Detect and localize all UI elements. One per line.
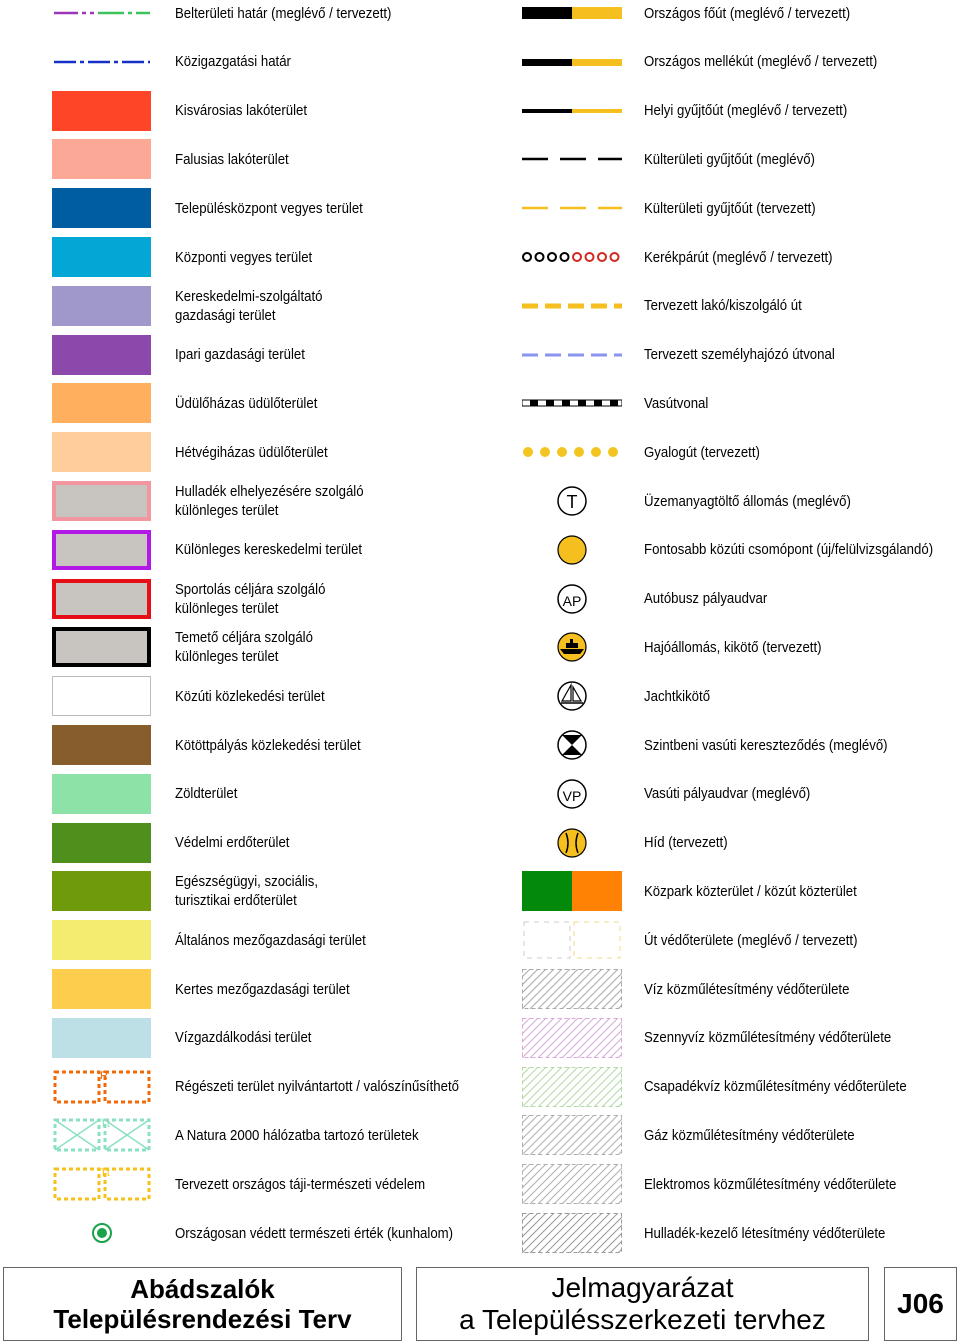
legend-label-line: Szennyvíz közműlétesítmény védőterülete <box>644 1029 892 1047</box>
national-secondary-road-line <box>522 42 622 82</box>
left-legend-row <box>0 39 480 88</box>
left-legend-row <box>0 1064 480 1113</box>
right-legend-row <box>480 185 960 234</box>
left-legend-row <box>0 722 480 771</box>
legend-label <box>175 185 363 231</box>
hatch-swatch <box>522 1115 622 1155</box>
left-legend-row <box>0 966 480 1015</box>
color-swatch <box>52 139 151 179</box>
right-legend-row <box>480 576 960 625</box>
right-legend-row <box>480 820 960 869</box>
symbol-mark: VP <box>562 787 582 804</box>
legend-label <box>644 771 810 817</box>
legend-label-line: Külterületi gyűjtőút (meglévő) <box>644 150 815 168</box>
archaeology-pattern <box>52 1067 151 1107</box>
legend-label <box>175 136 289 182</box>
boundary-line-purple-green <box>52 0 151 33</box>
legend-label-line: Falusias lakóterület <box>175 150 289 168</box>
left-legend-row <box>0 868 480 917</box>
legend-label <box>175 1064 459 1110</box>
legend-label-line: Sportolás céljára szolgáló <box>175 580 326 598</box>
legend-label-line: Védelmi erdőterület <box>175 834 290 852</box>
pattern-mark: Tt <box>100 1118 110 1131</box>
color-swatch <box>52 237 151 277</box>
legend-label-line: A Natura 2000 hálózatba tartozó területek <box>175 1126 419 1144</box>
service-road-dashed-line <box>522 286 622 326</box>
legend-label-line: Országos főút (meglévő / tervezett) <box>644 4 851 22</box>
railway-station-icon <box>522 774 622 814</box>
left-legend-row <box>0 1112 480 1161</box>
legend-label <box>644 1210 885 1256</box>
right-legend-row <box>480 1112 960 1161</box>
legend-label <box>644 429 760 475</box>
pattern-mark: Tt <box>100 1167 110 1180</box>
legend-label <box>175 283 322 329</box>
legend-label <box>175 624 313 670</box>
left-legend-row <box>0 332 480 381</box>
right-legend-row <box>480 722 960 771</box>
legend-label-line: Tervezett országos táji-természeti védelem <box>175 1175 426 1193</box>
right-legend-row <box>480 527 960 576</box>
legend-label-line: Egészségügyi, szociális, <box>175 873 319 891</box>
color-swatch <box>52 286 151 326</box>
right-legend-row <box>480 283 960 332</box>
legend-label-line: Tervezett személyhajózó útvonal <box>644 346 835 364</box>
outer-collector-road-existing-line <box>522 139 622 179</box>
color-swatch <box>52 383 151 423</box>
legend-label-line: Kötöttpályás közlekedési terület <box>175 736 361 754</box>
legend-label <box>175 1015 311 1061</box>
legend-label <box>175 917 366 963</box>
right-legend-row <box>480 380 960 429</box>
legend-label <box>175 429 328 475</box>
color-swatch <box>52 91 151 131</box>
legend-label <box>644 136 815 182</box>
symbol-mark: T <box>566 492 578 512</box>
right-legend-row <box>480 868 960 917</box>
outer-collector-road-planned-line <box>522 188 622 228</box>
color-swatch <box>52 432 151 472</box>
right-legend-row <box>480 771 960 820</box>
legend-label-line: Elektromos közműlétesítmény védőterülete <box>644 1175 897 1193</box>
color-swatch <box>52 774 151 814</box>
hatch-swatch <box>522 1213 622 1253</box>
legend-label <box>644 332 835 378</box>
color-swatch <box>52 1018 151 1058</box>
right-legend-row <box>480 673 960 722</box>
legend-label <box>644 527 933 573</box>
level-crossing-icon <box>522 725 622 765</box>
natura-2000-pattern <box>52 1115 151 1155</box>
right-legend-row <box>480 88 960 137</box>
hatch-swatch <box>522 1067 622 1107</box>
legend-label <box>644 576 767 622</box>
legend-label-line: Külterületi gyűjtőút (tervezett) <box>644 199 816 217</box>
local-collector-road-line <box>522 91 622 131</box>
legend-label-line: Híd (tervezett) <box>644 834 728 852</box>
legend-label <box>175 576 325 622</box>
footer-project-title <box>3 1267 402 1341</box>
legend-label <box>175 722 361 768</box>
right-legend-row <box>480 1161 960 1210</box>
color-swatch <box>52 481 151 521</box>
bridge-icon <box>522 823 622 863</box>
right-legend-row <box>480 234 960 283</box>
legend-label-line: Vasúti pályaudvar (meglévő) <box>644 785 811 803</box>
left-legend-row <box>0 576 480 625</box>
legend-label <box>175 1210 453 1256</box>
legend-label-line: Közpark közterület / közút közterület <box>644 882 857 900</box>
right-legend-row <box>480 1210 960 1259</box>
legend-label-line: Vízgazdálkodási terület <box>175 1029 312 1047</box>
hatch-swatch <box>522 1018 622 1058</box>
color-swatch <box>52 335 151 375</box>
kurgan-dot-icon <box>52 1213 151 1253</box>
national-main-road-line <box>522 0 622 33</box>
legend-label <box>175 673 325 719</box>
legend-label-line: Országos mellékút (meglévő / tervezett) <box>644 53 878 71</box>
color-swatch <box>52 920 151 960</box>
left-legend-row <box>0 673 480 722</box>
legend-label <box>175 1161 425 1207</box>
legend-label-line: különleges terület <box>175 648 279 666</box>
legend-label-line: Autóbusz pályaudvar <box>644 590 768 608</box>
left-legend-row <box>0 136 480 185</box>
right-legend-row <box>480 429 960 478</box>
right-legend-row <box>480 136 960 185</box>
left-legend-row <box>0 917 480 966</box>
legend-label <box>644 380 708 426</box>
legend-label-line: Településközpont vegyes terület <box>175 199 363 217</box>
legend-label-line: Tervezett lakó/kiszolgáló út <box>644 297 802 315</box>
legend-label-line: Közigazgatási határ <box>175 53 291 71</box>
legend-label <box>175 478 364 524</box>
legend-label <box>175 88 307 134</box>
legend-label-line: Szintbeni vasúti kereszteződés (meglévő) <box>644 736 888 754</box>
footer-sheet-title <box>416 1267 869 1341</box>
legend-label-line: Ipari gazdasági terület <box>175 346 305 364</box>
legend-label <box>644 673 710 719</box>
right-legend-row <box>480 1015 960 1064</box>
hatch-swatch <box>522 969 622 1009</box>
left-legend-row <box>0 624 480 673</box>
right-legend-row <box>480 966 960 1015</box>
legend-label <box>175 820 289 866</box>
left-legend-row <box>0 283 480 332</box>
legend-label <box>644 478 851 524</box>
legend-label-line: Hétvégiházas üdülőterület <box>175 443 328 461</box>
ship-station-icon <box>522 627 622 667</box>
public-space-swatch <box>522 871 622 911</box>
symbol-mark: AP <box>562 592 582 609</box>
legend-label-line: Jachtkikötő <box>644 687 711 705</box>
legend-label <box>644 283 802 329</box>
bus-station-icon <box>522 579 622 619</box>
footer-code: J06 <box>897 1288 944 1319</box>
footer-subtitle-line1: Jelmagyarázat <box>551 1272 734 1303</box>
legend-label-line: Gáz közműlétesítmény védőterülete <box>644 1126 855 1144</box>
legend-label <box>175 966 350 1012</box>
left-legend-row <box>0 185 480 234</box>
pattern-mark: R <box>100 1069 108 1082</box>
legend-label <box>644 624 822 670</box>
legend-label <box>175 39 291 85</box>
legend-label <box>644 1161 896 1207</box>
left-legend-row <box>0 429 480 478</box>
right-legend-row <box>480 39 960 88</box>
legend-label <box>644 0 850 36</box>
right-legend-row <box>480 332 960 381</box>
legend-label-line: különleges terület <box>175 502 279 519</box>
color-swatch <box>52 188 151 228</box>
color-swatch <box>52 627 151 667</box>
color-swatch <box>52 871 151 911</box>
footer-subtitle-line2: a Településszerkezeti tervhez <box>459 1304 826 1335</box>
legend-label-line: Gyalogút (tervezett) <box>644 443 760 461</box>
color-swatch <box>52 969 151 1009</box>
legend-label-line: Belterületi határ (meglévő / tervezett) <box>175 4 392 22</box>
color-swatch <box>52 676 151 716</box>
left-legend-row <box>0 820 480 869</box>
legend-label-line: Hulladék elhelyezésére szolgáló <box>175 483 364 500</box>
color-swatch <box>52 823 151 863</box>
yacht-harbour-icon <box>522 676 622 716</box>
footer-sheet-code <box>884 1267 957 1341</box>
left-legend-row <box>0 0 480 39</box>
legend-label <box>644 88 847 134</box>
road-protection-zone-swatch <box>522 920 622 960</box>
legend-label-line: Kerékpárút (meglévő / tervezett) <box>644 248 833 266</box>
legend-label <box>644 1064 907 1110</box>
legend-label-line: Temető céljára szolgáló <box>175 629 313 647</box>
legend-label <box>644 1112 855 1158</box>
legend-label-line: Üdülőházas üdülőterület <box>175 394 318 412</box>
bicycle-path-circles <box>522 237 622 277</box>
left-legend-row <box>0 1210 480 1259</box>
legend-label <box>175 234 312 280</box>
legend-label <box>644 39 877 85</box>
legend-label-line: Zöldterület <box>175 785 238 803</box>
legend-label-line: Közúti közlekedési terület <box>175 687 325 705</box>
legend-label-line: Fontosabb közúti csomópont (új/felülvizsgálandó) <box>644 541 934 559</box>
legend-label-line: Üzemanyagtöltő állomás (meglévő) <box>644 492 851 510</box>
legend-label-line: Különleges kereskedelmi terület <box>175 541 363 559</box>
footpath-dots <box>522 432 622 472</box>
legend-label-line: Központi vegyes terület <box>175 248 313 266</box>
legend-label-line: Víz közműlétesítmény védőterülete <box>644 980 850 998</box>
legend-label-line: Vasútvonal <box>644 394 709 412</box>
junction-icon <box>522 530 622 570</box>
hatch-swatch <box>522 1164 622 1204</box>
legend-label-line: Út védőterülete (meglévő / tervezett) <box>644 931 858 949</box>
legend-label <box>175 0 391 36</box>
legend-label <box>175 380 317 426</box>
legend-label-line: Kisvárosias lakóterület <box>175 102 308 120</box>
legend-label <box>644 1015 891 1061</box>
left-legend-row <box>0 1161 480 1210</box>
legend-label-line: Helyi gyűjtőút (meglévő / tervezett) <box>644 102 848 120</box>
fuel-station-icon <box>522 481 622 521</box>
legend-label <box>644 234 833 280</box>
footer-title-line2: Településrendezési Terv <box>53 1304 352 1334</box>
left-legend-row <box>0 1015 480 1064</box>
legend-label <box>644 185 816 231</box>
left-legend-row <box>0 771 480 820</box>
color-swatch <box>52 725 151 765</box>
legend-label <box>175 332 305 378</box>
legend-label-line: Hajóállomás, kikötő (tervezett) <box>644 638 822 656</box>
color-swatch <box>52 579 151 619</box>
legend-label-line: Hulladék-kezelő létesítmény védőterülete <box>644 1224 886 1242</box>
left-legend-row <box>0 88 480 137</box>
right-legend-row <box>480 478 960 527</box>
left-legend-row <box>0 478 480 527</box>
legend-label-line: Csapadékvíz közműlétesítmény védőterülete <box>644 1078 907 1096</box>
legend-label-line: Országosan védett természeti érték (kunhalom) <box>175 1224 454 1242</box>
legend-label <box>644 868 857 914</box>
left-legend-row <box>0 380 480 429</box>
right-legend-row <box>480 624 960 673</box>
footer-title-line1: Abádszalók <box>130 1274 275 1304</box>
legend-label-line: Kertes mezőgazdasági terület <box>175 980 350 998</box>
legend-label-line: különleges terület <box>175 599 279 617</box>
legend-label <box>175 771 237 817</box>
railway-line <box>522 383 622 423</box>
right-legend-row <box>480 0 960 39</box>
legend-label <box>175 1112 419 1158</box>
legend-label <box>644 966 849 1012</box>
legend-label <box>644 722 888 768</box>
legend-label <box>644 917 857 963</box>
ferry-route-dashed-line <box>522 335 622 375</box>
right-legend-row <box>480 1064 960 1113</box>
legend-label <box>644 820 728 866</box>
landscape-protection-pattern <box>52 1164 151 1204</box>
legend-label-line: gazdasági terület <box>175 306 276 324</box>
left-legend-row <box>0 527 480 576</box>
legend-label-line: Kereskedelmi-szolgáltató <box>175 287 323 305</box>
legend-label-line: turisztikai erdőterület <box>175 892 297 910</box>
color-swatch <box>52 530 151 570</box>
left-legend-row <box>0 234 480 283</box>
legend-label <box>175 527 362 573</box>
legend-label-line: Régészeti terület nyilvántartott / valószínűsíthető <box>175 1078 459 1096</box>
legend-label-line: Általános mezőgazdasági terület <box>175 931 366 949</box>
admin-boundary-line-blue <box>52 42 151 82</box>
legend-label <box>175 868 318 914</box>
right-legend-row <box>480 917 960 966</box>
